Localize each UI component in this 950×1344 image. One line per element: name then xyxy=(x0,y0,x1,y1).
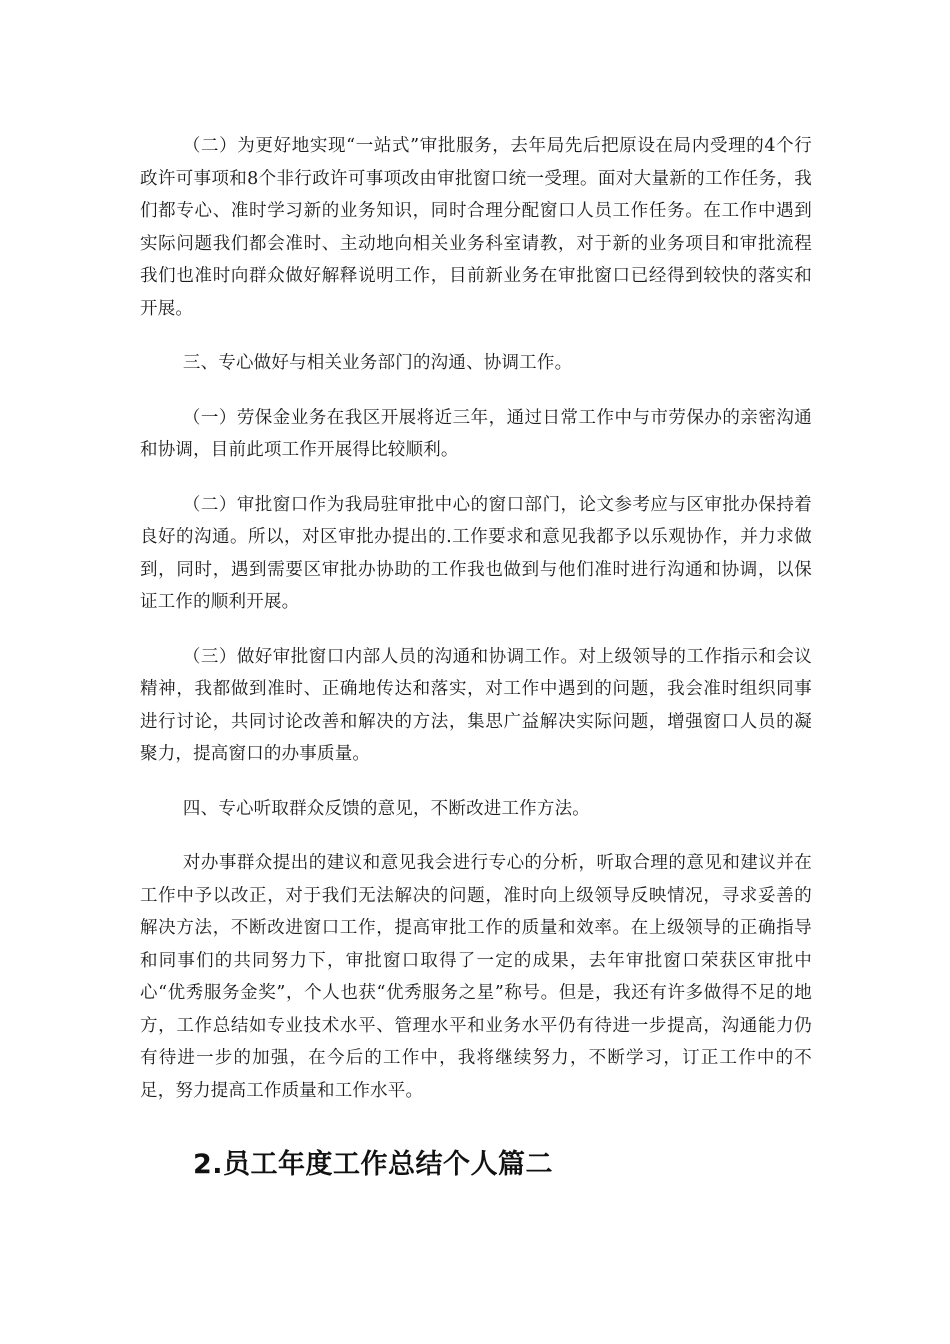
section-heading-feedback: 四、专心听取群众反馈的意见，不断改进工作方法。 xyxy=(182,798,590,819)
paragraph-internal-coordination: （三）做好审批窗口内部人员的沟通和协调工作。对上级领导的工作指示和会议精神，我都做到准时、正确地传达和落实，对工作中遇到的问题，我会准时组织同事进行讨论，共同讨论改善和解决的方法，集思广益解决实际问题，增强窗口人员的凝聚力，提高窗口的办事质量。 xyxy=(140,646,812,764)
paragraph-labor-insurance: （一）劳保金业务在我区开展将近三年，通过日常工作中与市劳保办的亲密沟通和协调，目前此项工作开展得比较顺利。 xyxy=(140,407,812,460)
document-body xyxy=(140,130,812,1129)
paragraph-approval-office: （二）审批窗口作为我局驻审批中心的窗口部门，论文参考应与区审批办保持着良好的沟通。所以，对区审批办提出的.工作要求和意见我都予以乐观协作，并力求做到，同时，遇到需要区审批办协助的工作我也做到与他们准时进行沟通和协调，以保证工作的顺利开展。 xyxy=(140,494,812,612)
section-heading-communication: 三、专心做好与相关业务部门的沟通、协调工作。 xyxy=(182,353,573,373)
paragraph-feedback-summary: 对办事群众提出的建议和意见我会进行专心的分析，听取合理的意见和建议并在工作中予以改正，对于我们无法解决的问题，准时向上级领导反映情况，寻求妥善的解决方法，不断改进窗口工作，提高审批工作的质量和效率。在上级领导的正确指导和同事们的共同努力下，审批窗口取得了一定的成果，去年审批窗口荣获区审批中心“优秀服务金奖”，个人也获“优秀服务之星”称号。但是，我还有许多做得不足的地方，工作总结如专业技术水平、管理水平和业务水平仍有待进一步提高，沟通能力仍有待进一步的加强，在今后的工作中，我将继续努力，不断学习，订正工作中的不足，努力提高工作质量和工作水平。 xyxy=(140,853,812,1101)
paragraph-approval-one-stop: （二）为更好地实现“一站式”审批服务，去年局先后把原设在局内受理的4个行政许可事项和8个非行政许可事项改由审批窗口统一受理。面对大量新的工作任务，我们都专心、准时学习新的业务知识，同时合理分配窗口人员工作任务。在工作中遇到实际问题我们都会准时、主动地向相关业务科室请教，对于新的业务项目和审批流程我们也准时向群众做好解释说明工作，目前新业务在审批窗口已经得到较快的落实和开展。 xyxy=(140,136,812,319)
chapter-heading: 2.员工年度工作总结个人篇二 xyxy=(193,1149,554,1180)
